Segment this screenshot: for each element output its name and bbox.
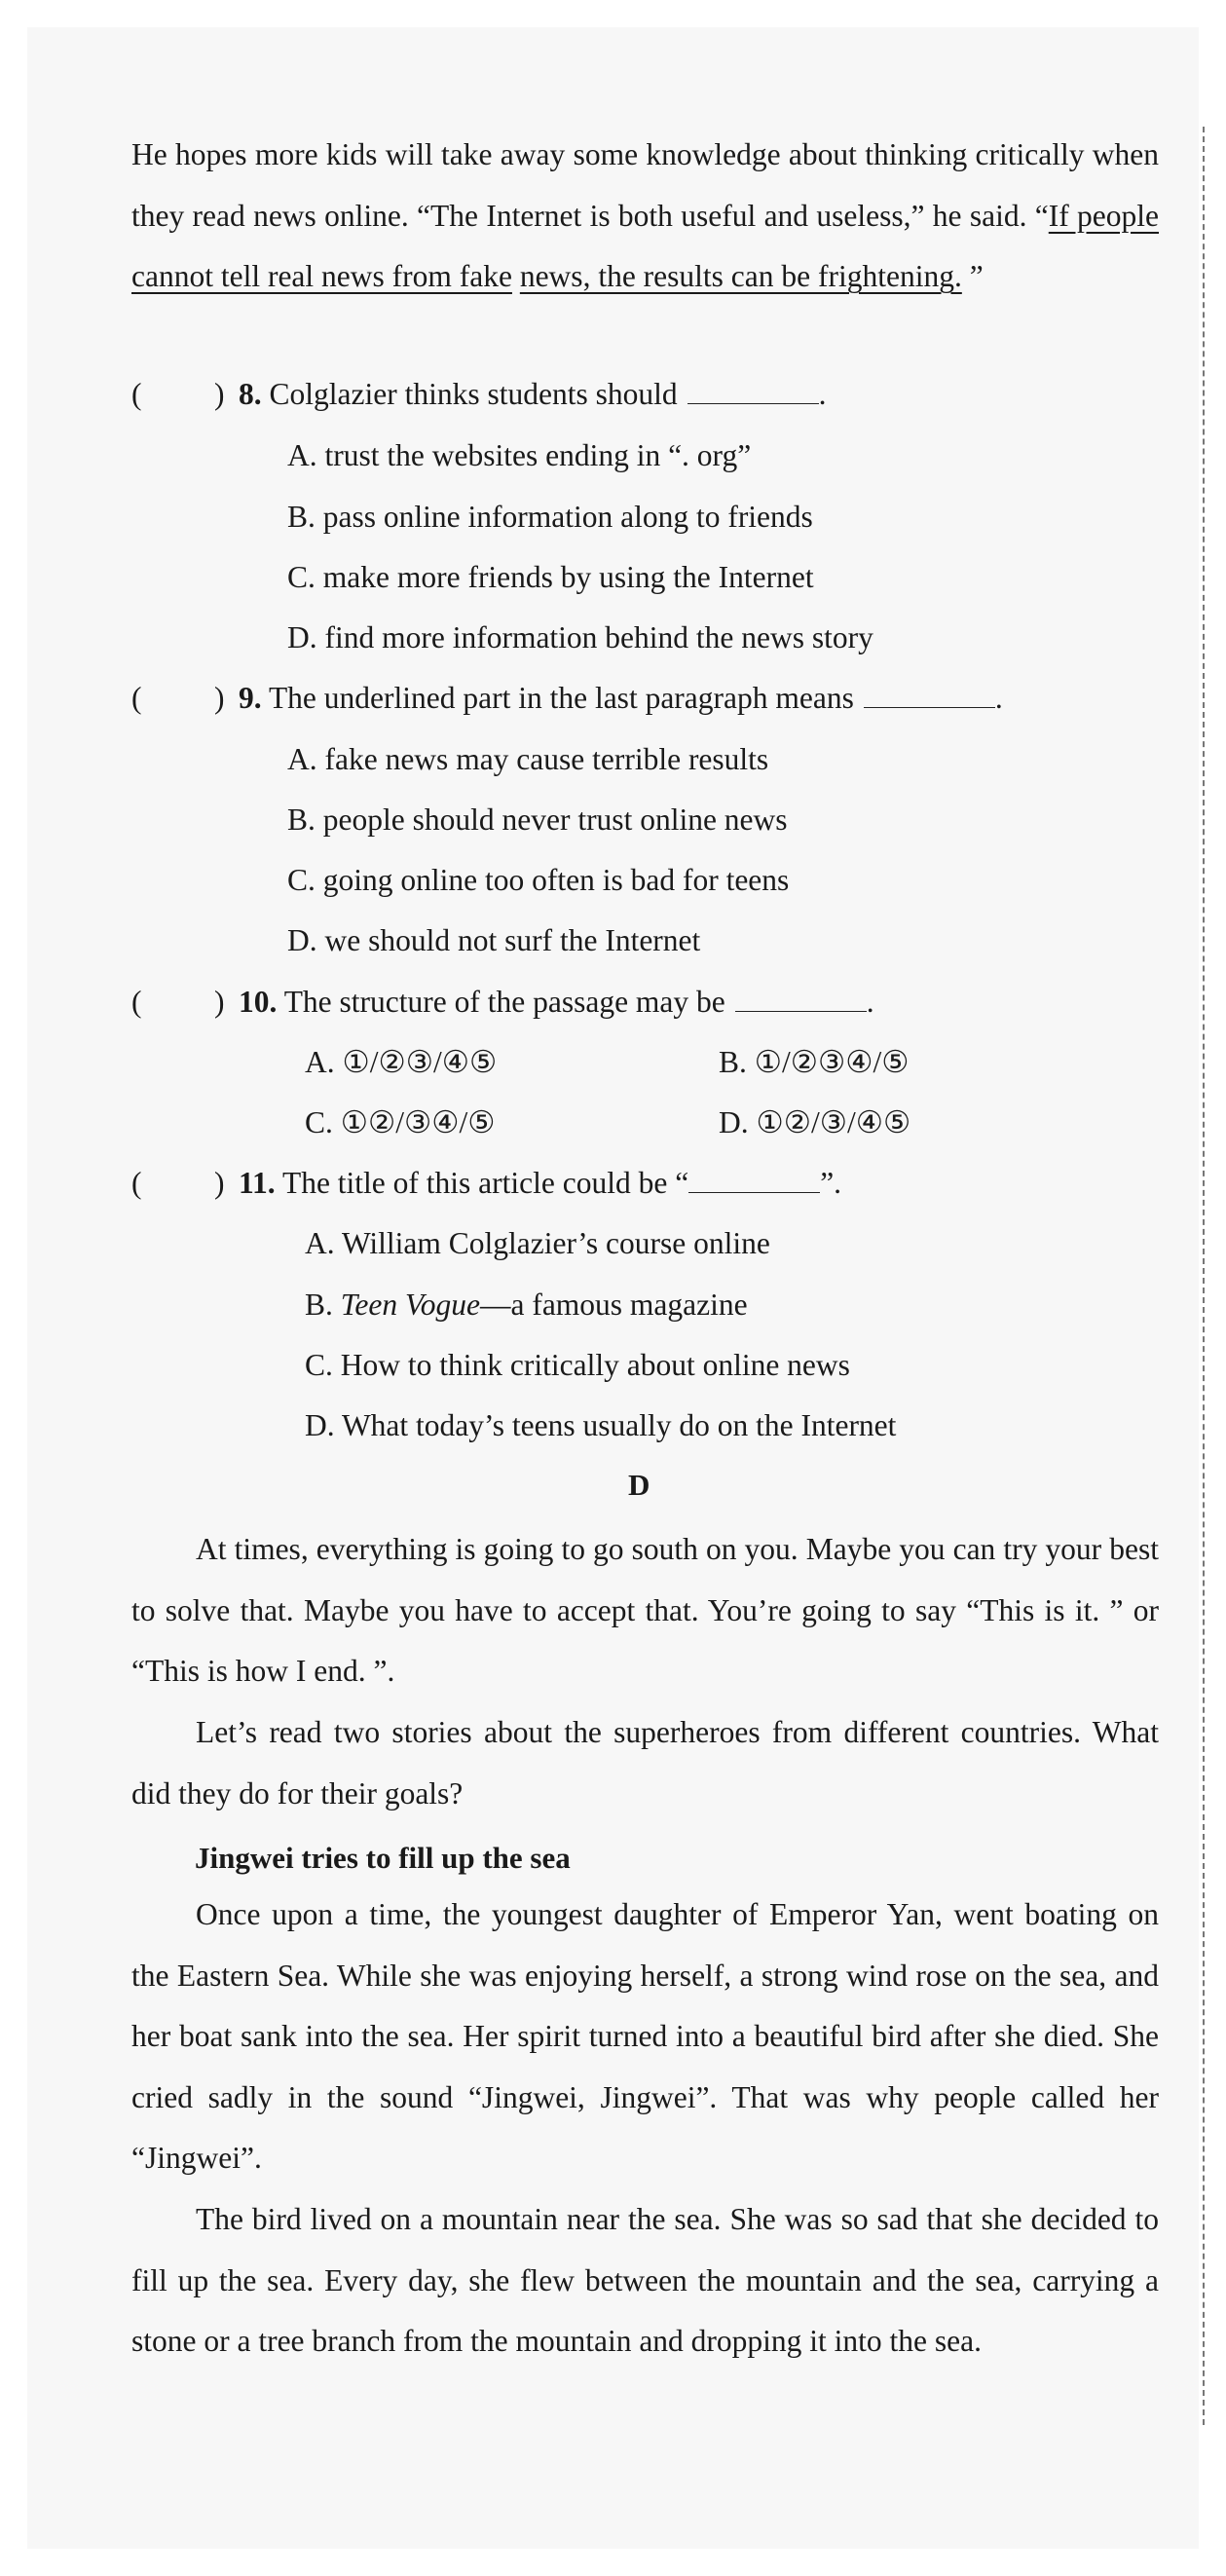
question-number: 9. bbox=[239, 681, 262, 715]
intro-line-2: critically when they read news online. “The Internet is both useful bbox=[131, 137, 1159, 233]
option-b[interactable] bbox=[305, 1286, 748, 1325]
option-letter: B. bbox=[287, 500, 316, 534]
option-letter: A. bbox=[305, 1226, 335, 1260]
option-c[interactable] bbox=[287, 861, 789, 900]
option-text: ①/②③/④⑤ bbox=[342, 1045, 498, 1079]
option-letter: C. bbox=[305, 1105, 333, 1139]
answer-paren-close: ) bbox=[214, 681, 225, 715]
answer-paren-close: ) bbox=[214, 377, 225, 411]
option-letter: A. bbox=[287, 742, 317, 776]
story-subheading: Jingwei tries to fill up the sea bbox=[195, 1841, 571, 1875]
intro-line-4-end: ” bbox=[961, 259, 984, 293]
question-number: 8. bbox=[239, 377, 262, 411]
answer-paren-close: ) bbox=[214, 985, 225, 1019]
question-stem: Colglazier thinks students should bbox=[269, 377, 678, 411]
option-d[interactable] bbox=[287, 618, 873, 657]
answer-paren-open[interactable]: ( bbox=[131, 985, 142, 1019]
option-text: What today’s teens usually do on the Internet bbox=[341, 1408, 897, 1442]
underlined-sentence-part-2: news, the results can be frightening. bbox=[519, 259, 962, 293]
question-stem: The underlined part in the last paragraph means bbox=[268, 681, 854, 715]
option-text: ①/②③④/⑤ bbox=[754, 1045, 910, 1079]
option-letter: B. bbox=[305, 1288, 333, 1322]
option-a[interactable] bbox=[287, 436, 751, 475]
option-letter: D. bbox=[287, 620, 317, 654]
option-a[interactable] bbox=[305, 1043, 497, 1082]
option-text: —a famous magazine bbox=[479, 1288, 748, 1322]
section-d-paragraph-2: Let’s read two stories about the superheroes from different countries. What did they do for their goals? bbox=[131, 1715, 1159, 1811]
option-text: William Colglazier’s course online bbox=[341, 1226, 770, 1260]
question-8-stem bbox=[239, 375, 826, 414]
option-b[interactable] bbox=[287, 498, 813, 537]
intro-line-1: He hopes more kids will take away some knowledge about thinking bbox=[131, 137, 968, 171]
option-text: pass online information along to friends bbox=[322, 500, 813, 534]
option-text: find more information behind the news story bbox=[324, 620, 873, 654]
underlined-sentence-part-1: If people cannot tell real news from fake bbox=[131, 198, 1160, 293]
question-stem: The structure of the passage may be bbox=[283, 985, 725, 1019]
option-d[interactable] bbox=[719, 1103, 910, 1142]
question-9-stem bbox=[239, 679, 1003, 718]
question-11-stem bbox=[239, 1164, 841, 1203]
option-a[interactable] bbox=[305, 1224, 770, 1263]
option-b[interactable] bbox=[287, 801, 788, 840]
option-d[interactable] bbox=[287, 921, 700, 960]
option-letter: A. bbox=[287, 438, 317, 472]
question-number: 11. bbox=[239, 1166, 276, 1200]
option-text: How to think critically about online news bbox=[340, 1348, 850, 1382]
question-stem: The title of this article could be “ bbox=[281, 1166, 689, 1200]
answer-blank[interactable] bbox=[688, 1167, 820, 1193]
option-letter: D. bbox=[287, 923, 317, 957]
option-c[interactable] bbox=[287, 558, 814, 597]
stem-end: ”. bbox=[820, 1166, 842, 1200]
option-d[interactable] bbox=[305, 1406, 896, 1445]
section-heading: D bbox=[628, 1468, 650, 1502]
answer-blank[interactable] bbox=[735, 986, 867, 1012]
binding-dashed-line bbox=[1203, 127, 1205, 2425]
magazine-title: Teen Vogue bbox=[340, 1288, 480, 1322]
option-letter: C. bbox=[287, 863, 316, 897]
option-text: ①②/③/④⑤ bbox=[756, 1105, 911, 1139]
intro-line-3a: and useless,” he said. “ bbox=[763, 198, 1049, 233]
answer-paren-open[interactable]: ( bbox=[131, 1166, 142, 1200]
option-text: trust the websites ending in “. org” bbox=[324, 438, 752, 472]
option-letter: C. bbox=[287, 560, 316, 594]
option-b[interactable] bbox=[719, 1043, 909, 1082]
option-c[interactable] bbox=[305, 1346, 850, 1385]
answer-blank[interactable] bbox=[687, 378, 819, 404]
answer-paren-open[interactable]: ( bbox=[131, 377, 142, 411]
option-a[interactable] bbox=[287, 740, 768, 779]
story-paragraph-1: Once upon a time, the youngest daughter of Emperor Yan, went boating on the Eastern Sea. While she was enjoying herself, a strong wind rose on the sea, and her boat sank into the sea. Her spirit turned into a beautiful bird after she died. She cried sadly in the sound “Jingwei, Jingwei”. That was why people called her “Jingwei”. bbox=[131, 1897, 1159, 2175]
option-text: we should not surf the Internet bbox=[324, 923, 701, 957]
option-letter: D. bbox=[719, 1105, 749, 1139]
option-letter: A. bbox=[305, 1045, 335, 1079]
question-number: 10. bbox=[239, 985, 278, 1019]
option-letter: B. bbox=[287, 803, 316, 837]
option-letter: C. bbox=[305, 1348, 333, 1382]
option-c[interactable] bbox=[305, 1103, 495, 1142]
option-text: people should never trust online news bbox=[322, 803, 788, 837]
option-letter: B. bbox=[719, 1045, 747, 1079]
stem-end: . bbox=[994, 681, 1003, 715]
answer-blank[interactable] bbox=[864, 682, 995, 708]
option-text: ①②/③④/⑤ bbox=[340, 1105, 496, 1139]
question-10-stem bbox=[239, 983, 874, 1022]
section-d-paragraph-1: At times, everything is going to go south on you. Maybe you can try your best to solve that. Maybe you have to accept that. You’re going to say “This is it. ” or “This is how I end. ”. bbox=[131, 1532, 1159, 1688]
answer-paren-open[interactable]: ( bbox=[131, 681, 142, 715]
answer-paren-close: ) bbox=[214, 1166, 225, 1200]
stem-end: . bbox=[866, 985, 874, 1019]
option-text: make more friends by using the Internet bbox=[322, 560, 814, 594]
option-letter: D. bbox=[305, 1408, 335, 1442]
option-text: fake news may cause terrible results bbox=[324, 742, 769, 776]
intro-paragraph bbox=[131, 125, 1159, 308]
option-text: going online too often is bad for teens bbox=[322, 863, 790, 897]
stem-end: . bbox=[818, 377, 827, 411]
story-paragraph-2: The bird lived on a mountain near the sea. She was so sad that she decided to fill up the sea. Every day, she flew between the mountain and the sea, carrying a stone or a tree branch from the mountain and dropping it into the sea. bbox=[131, 2202, 1159, 2358]
